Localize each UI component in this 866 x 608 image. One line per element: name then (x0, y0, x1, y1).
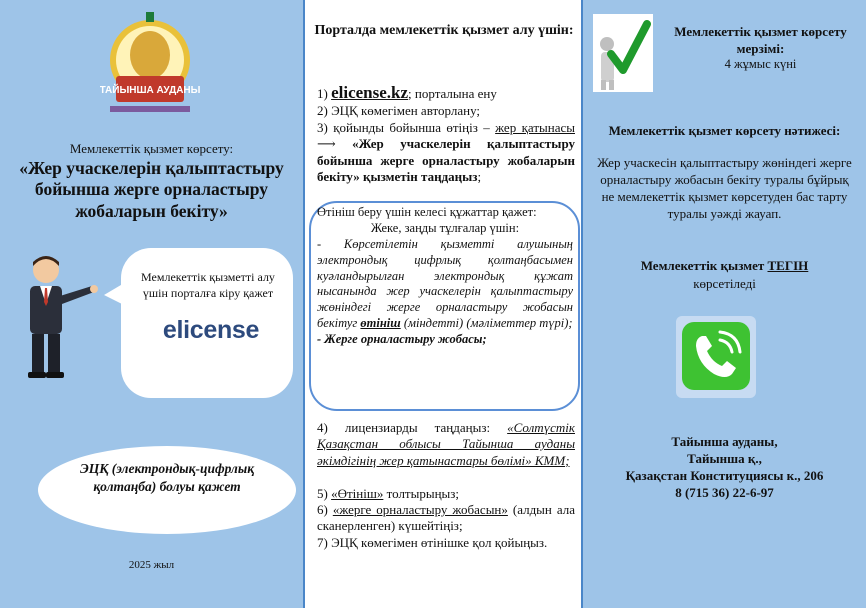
logo-text: ТАЙЫНША АУДАНЫ (100, 85, 200, 96)
arrow-right-icon: ⟶ (317, 136, 336, 152)
step-2: 2) ЭЦҚ көмегімен авторлану; (317, 103, 481, 118)
middle-panel (303, 0, 583, 608)
year-label: 2025 жыл (128, 559, 175, 571)
step-3-end: ; (477, 168, 482, 184)
free-prefix: Мемлекеттік қызмет (640, 258, 768, 273)
logo-wheat (130, 31, 170, 79)
elicense-link[interactable]: elicense.kz (331, 83, 409, 102)
document-1 (317, 237, 573, 332)
application-link[interactable]: «Өтініш» (331, 486, 384, 501)
step-4-intro: 4) лицензиарды таңдаңыз: (317, 420, 508, 435)
elicense-logo-text: elicense (162, 316, 260, 344)
businessman-illustration (16, 252, 98, 380)
term-title: Мемлекеттік қызмет көрсету мерзімі: (674, 24, 847, 56)
documents-persons: Жеке, заңды тұлғалар үшін: (370, 220, 520, 235)
service-label: Мемлекеттік қызмет көрсету: (69, 141, 234, 156)
service-name: «Жер учаскелерін қалыптастыру бойынша жерге орналастыру жобаларын бекіту» қызметін таңдаңыз (317, 136, 576, 184)
free-word: ТЕГІН (767, 258, 809, 273)
step-3-intro: 3) қойынды бойынша өтіңіз – (317, 120, 490, 135)
address-district: Тайынша ауданы, (671, 434, 778, 449)
step-1-number: 1) (317, 86, 328, 101)
document-1-text: - Көрсетілетін қызметті алушының электрондық цифрлық қолтаңбасымен куәландырылған электрондық құжат нысанында жер учаскелерін қалыптастыру жөніндегі жерге орналастыру жобасын бекітуг (317, 236, 573, 331)
licensor-link[interactable]: «Солтүстік Қазақстан облысы Тайынша ауданы әкімдігінің жер қатынастары бөлімі» КММ; (317, 420, 575, 468)
portal-note: Мемлекеттік қызметті алу үшін порталға кіру қажет (141, 270, 275, 300)
phone-icon[interactable] (682, 322, 750, 390)
address-street: Қазақстан Конституциясы к., 206 (625, 467, 824, 483)
step-4 (317, 420, 575, 469)
phone-number[interactable]: 8 (715 36) 22-6-97 (675, 484, 774, 500)
ecp-note: ЭЦҚ (электрондық-цифрлық қолтаңба) болуы қажет (79, 461, 255, 495)
document-2: - Жерге орналастыру жобасы; (317, 332, 487, 346)
result-title: Мемлекеттік қызмет көрсету нәтижесі: (608, 123, 841, 138)
step-6-number: 6) (317, 502, 333, 517)
step-1 (317, 82, 575, 103)
step-6 (317, 502, 575, 535)
free-line (583, 258, 866, 274)
step-7: 7) ЭЦҚ көмегімен өтінішке қол қойыңыз. (317, 535, 548, 550)
result-body: Жер учаскесін қалыптастыру жөніндегі жерге орналастыру жобасын бекіту туралы бұйрық не мемлекеттік қызмет көрсетуден бас тарту туралы уәжді жауап. (597, 155, 852, 221)
application-word: өтініш (360, 316, 401, 331)
step-6-text: (алдын ала сканерленген) күшейтіңіз; (317, 502, 575, 534)
documents-list (317, 205, 573, 348)
documents-intro: Өтініш беру үшін келесі құжаттар қажет: (317, 205, 537, 219)
step-3 (317, 120, 575, 185)
district-logo (100, 8, 200, 116)
address-block (583, 434, 866, 502)
free-suffix: көрсетіледі (693, 276, 756, 291)
step-1-text: ; порталына ену (408, 86, 497, 101)
portal-steps-title: Порталда мемлекеттік қызмет алу үшін: (314, 23, 574, 38)
service-title: «Жер учаскелерін қалыптастыру бойынша жерге орналастыру жобаларын бекіту» (19, 158, 284, 221)
logo-top-sprout (146, 12, 154, 22)
bubble-tail (104, 282, 126, 306)
project-link[interactable]: «жерге орналастыру жобасын» (332, 502, 508, 517)
step-5 (317, 486, 575, 502)
step-5-number: 5) (317, 486, 332, 501)
document-1-tail: (міндетті) (мәліметтер түрі); (400, 316, 573, 331)
address-city: Тайынша қ., (687, 450, 762, 466)
checkmark-icon (593, 14, 653, 92)
term-value: 4 жұмыс күні (724, 57, 797, 71)
logo-base (110, 106, 190, 112)
elicense-logo[interactable] (150, 316, 272, 348)
step-5-text: толтырыңыз; (383, 486, 460, 501)
land-relations-link[interactable]: жер қатынасы (495, 120, 575, 135)
